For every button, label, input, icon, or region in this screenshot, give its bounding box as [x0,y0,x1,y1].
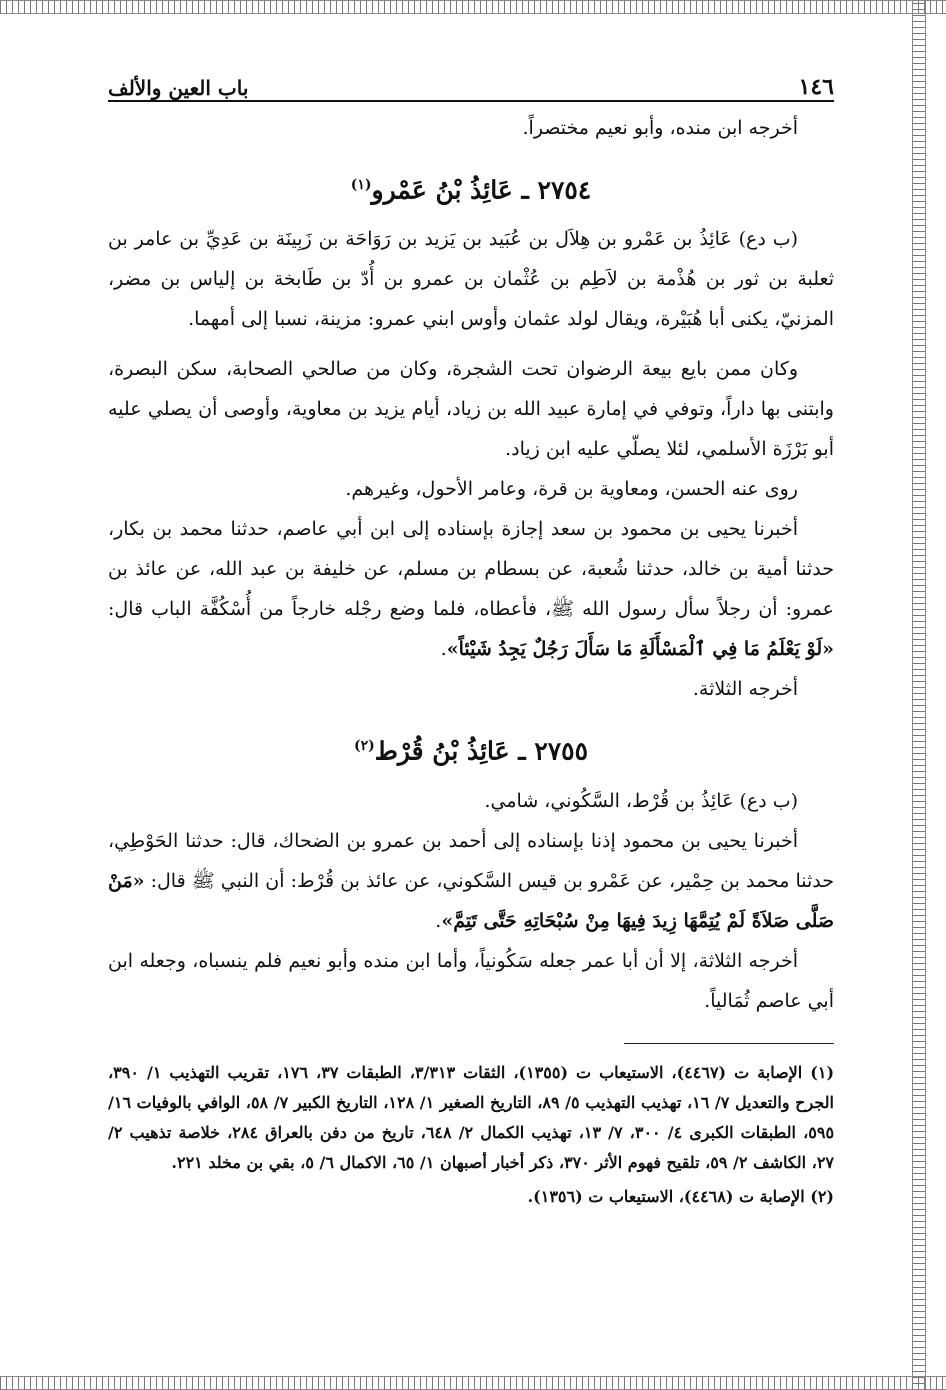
page-header [108,60,834,102]
paragraph-end: . [435,909,442,932]
entry-title-text: ٢٧٥٥ ـ عَائِذُ بْنُ قُرْط [374,736,589,766]
decorative-border-top [0,0,946,14]
paragraph: وكان ممن بايع بيعة الرضوان تحت الشجرة، وكان من صالحي الصحابة، سكن البصرة، وابتنى بها داراً، وتوفي في إمارة عبيد الله بن زياد، أيام يزيد بن معاوية، وأوصى أن يصلي عليه أبو بَرْزَة الأسلمي، لئلا يصلّي عليه ابن زياد. [108,358,834,461]
footnote-divider [624,1043,834,1044]
entry-title [108,158,834,217]
paragraph: (ب دع) عَائِذُ بن قُرْط، السَّكُوني، شامي. [484,789,798,812]
paragraph-text: أخبرنا يحيى بن محمود بن سعد إجازة بإسناده إلى ابن أبي عاصم، حدثنا محمد بن بكار، حدثنا أمية بن خالد، حدثنا شُعبة، عن بسطام بن مسلم، عن خليفة بن عبد الله، عن عائذ بن عمرو: أن رجلاً سأل رسول الله ﷺ، فأعطاه، فلما وضع رجْله خارجاً من أُسْكُفَّة الباب قال: [108,518,834,621]
hadith-quote: «مَنْ صَلَّى صَلاَةً لَمْ يُتِمَّهَا زِيدَ فِيهَا مِنْ سُبْحَاتِهِ حَتَّى تَتِمَّ» [108,869,834,932]
decorative-border-right [912,0,926,1390]
entry-title [108,719,834,778]
page-number: ١٤٦ [798,74,834,100]
book-page [108,60,834,1216]
paragraph: أخرجه الثلاثة، إلا أن أبا عمر جعله سَكُونياً، وأما ابن منده وأبو نعيم فلم ينسباه، وجعله ابن أبي عاصم ثُمَالياً. [108,949,834,1012]
paragraph [108,509,834,669]
paragraph-text: أخبرنا يحيى بن محمود إذنا بإسناده إلى أحمد بن عمرو بن الضحاك، قال: حدثنا الحَوْطِي، حدثنا محمد بن حِمْير، عن عَمْرو بن قيس السَّكوني، عن عائذ بن قُرْط: أن النبي ﷺ قال: [108,829,834,892]
paragraph-end: . [440,638,447,661]
paragraph: روى عنه الحسن، ومعاوية بن قرة، وعامر الأحول، وغيرهم. [345,478,798,501]
running-title: باب العين والألف [108,76,249,100]
decorative-border-bottom [0,1376,946,1390]
paragraph: أخرجه ابن منده، وأبو نعيم مختصراً. [522,117,798,139]
footnote-1: (١) الإصابة ت (٤٤٦٧)، الاستيعاب ت (١٣٥٥)، الثقات ٣/٣١٣، الطبقات ٣٧، ١٧٦، تقريب التهذيب ١/ ٣٩٠، الجرح والتعديل ٧/ ١٦، تهذيب التهذيب ٥/ ٨٩، التاريخ الصغير ١/ ١٢٨، التاريخ الكبير ٧/ ٥٨، الوافي بالوفيات ١٦/ ٥٩٥، الطبقات الكبرى ٤/ ٣٠٠، ٧/ ١٣، تهذيب الكمال ٢/ ٦٤٨، تاريخ من دفن بالعراق ٢٨٤، خلاصة تذهيب ٢/ ٢٧، الكاشف ٢/ ٥٩، تلقيح فهوم الأثر ٣٧٠، ذكر أخبار أصبهان ١/ ٦٥، الاكمال ٦/ ٥، بقي بن مخلد ٢٢١. [108,1062,835,1172]
paragraph [108,821,834,941]
footnote-marker: (٢) [353,738,375,755]
footnotes [108,1058,834,1212]
footnote-marker: (١) [350,177,372,193]
footnote-2: (٢) الإصابة ت (٤٤٦٨)، الاستيعاب ت (١٣٥٦). [527,1186,834,1206]
entry-title-text: ٢٧٥٤ ـ عَائِذُ بْنُ عَمْرو [371,175,592,205]
paragraph: (ب دع) عَائِذُ بن عَمْرو بن هِلاَل بن عُبَيد بن يَزيد بن رَوَاحَة بن زَبِينَة بن عَدِيِّ بن عامر بن ثعلبة بن ثور بن هُذْمة بن لاَطِم بن عُثْمان بن عمرو بن أُدّ بن طَابخة بن إلياس بن مضر، المزنيّ، يكنى أبا هُبَيْرة، ويقال لولد عثمان وأوس ابني عمرو: مزينة، نسبا إلى أمهما. [108,228,834,331]
hadith-quote: «لَوْ يَعْلَمُ مَا فِي ٱلْمَسْأَلَةِ مَا سَأَلَ رَجُلٌ يَجِدُ شَيْئاً» [446,638,834,661]
paragraph: أخرجه الثلاثة. [692,678,798,701]
page-body [108,108,834,1021]
